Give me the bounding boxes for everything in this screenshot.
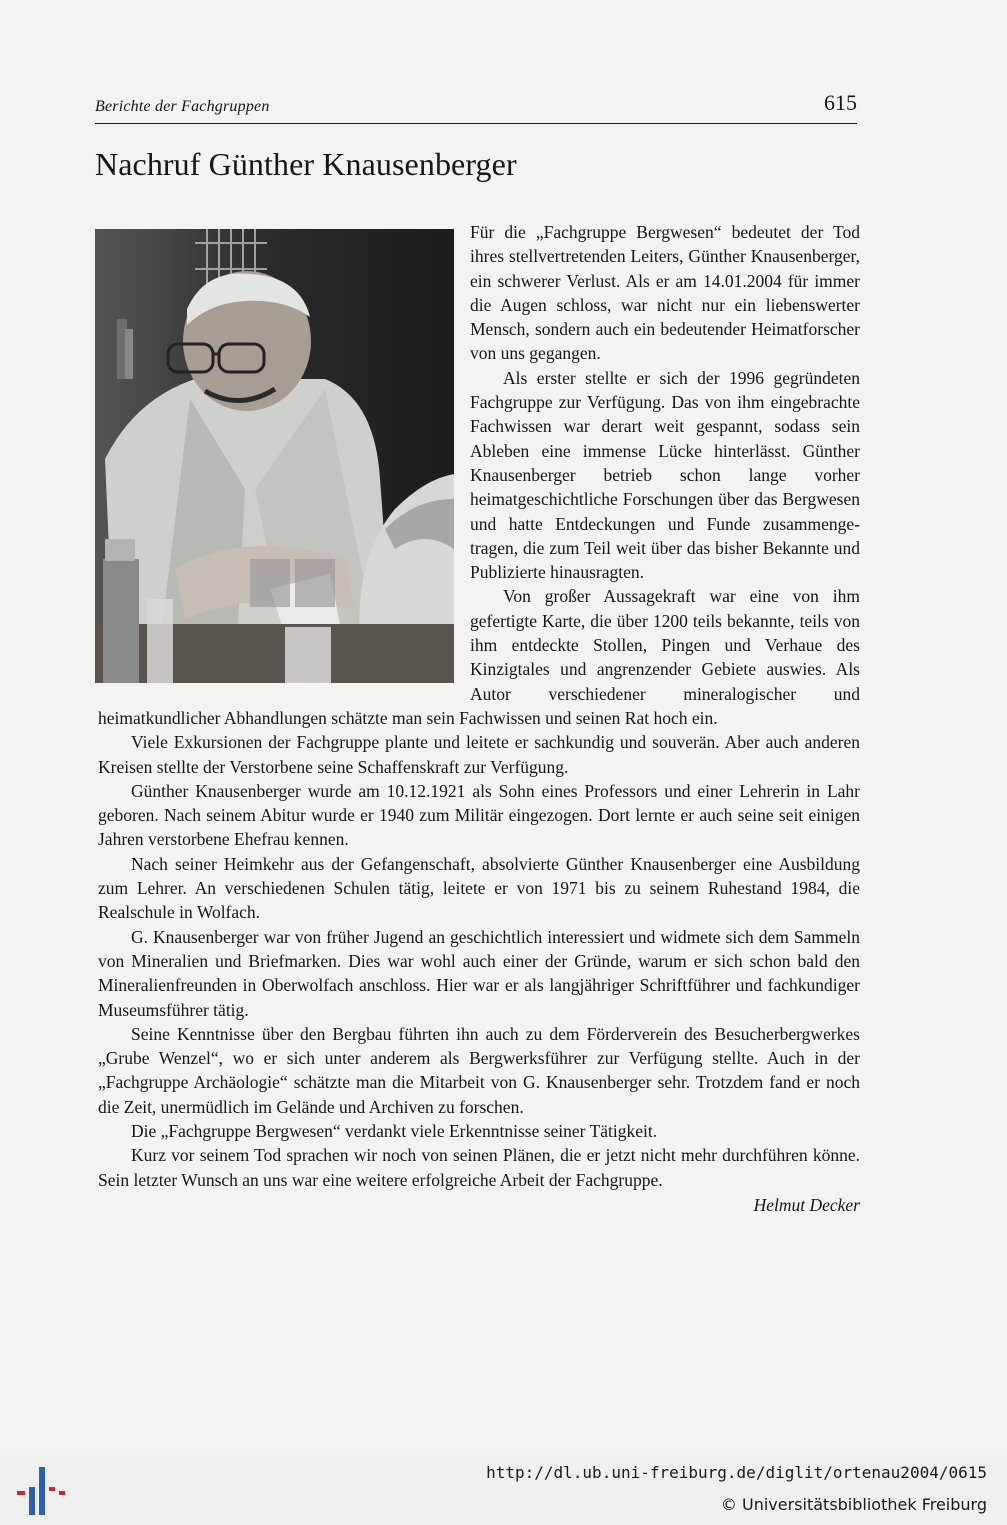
photo-spacer bbox=[98, 220, 470, 688]
running-title: Berichte der Fachgruppen bbox=[95, 98, 270, 115]
paragraph-1: Für die „Fachgruppe Bergwesen“ bedeutet der Tod ihres stellvertretenden Leiters, Günther Knausenberger, ein schwerer Verlust. Als er am 14.01.2004 für immer die Augen schloss, war nicht nur ein liebenswerter Mensch, sondern auch ein bedeutender Heimatforscher von uns gegangen. bbox=[470, 222, 860, 364]
paragraph-8: Seine Kenntnisse über den Bergbau führten ihn auch zu dem Förderverein des Besucherbergwerkes „Grube Wenzel“, wo er sich unter anderem als Bergwerksführer zur Verfügung stellte. Auch in der „Fachgruppe Archäologie“ schätzte man die Mitarbeit von G. Knausenberger sehr. Trotzdem fand er noch die Zeit, unermüdlich im Gelände und Archiven zu forschen. bbox=[98, 1023, 860, 1117]
viewer-footer bbox=[0, 1453, 1007, 1525]
library-logo-icon bbox=[14, 1465, 66, 1517]
paragraph-5: Günther Knausenberger wurde am 10.12.1921 als Sohn eines Professors und einer Lehrerin in Lahr geboren. Nach seinem Abitur wurde er 1940 zum Militär eingezogen. Dort lernte er auch seine seit einigen Jahren verstorbene Ehefrau kennen. bbox=[98, 780, 860, 850]
running-header bbox=[95, 90, 857, 124]
paragraph-2: Als erster stellte er sich der 1996 gegründeten Fachgruppe zur Verfügung. Das von ihm eingebrachte Fachwissen war derart weit gespannt, sodass sein Ableben eine immense Lücke hinterlässt. Günther Knausenberger betrieb schon lange vorher heimatgeschichtliche Forschungen über das Bergwesen und hatte Entdeckungen und Funde zusammengetragen, die zum Teil weit über das bisher Bekannte und Publizierte hinausragten. bbox=[470, 367, 860, 583]
permalink-url[interactable]: http://dl.ub.uni-freiburg.de/diglit/ortenau2004/0615 bbox=[486, 1463, 987, 1482]
page-number: 615 bbox=[824, 90, 857, 115]
article-body bbox=[98, 220, 860, 1217]
article-title: Nachruf Günther Knausenberger bbox=[95, 146, 517, 182]
paragraph-7: G. Knausenberger war von früher Jugend an geschichtlich interessiert und widmete sich dem Sammeln von Mineralien und Briefmarken. Dies war wohl auch einer der Gründe, warum er sich schon bald den Mineralienfreunden in Oberwolfach anschloss. Hier war er als langjähriger Schriftführer und fachkundiger Museumsführer tätig. bbox=[98, 926, 860, 1020]
paragraph-10: Kurz vor seinem Tod sprachen wir noch von seinen Plänen, die er jetzt nicht mehr durchführen könne. Sein letzter Wunsch an uns war eine weitere erfolgreiche Arbeit der Fachgruppe. bbox=[98, 1145, 860, 1190]
paragraph-4: Viele Exkursionen der Fachgruppe plante und leitete er sachkundig und souverän. Aber auch anderen Kreisen stellte der Verstorbene seine Schaffenskraft zur Verfügung. bbox=[98, 732, 860, 777]
paragraph-6: Nach seiner Heimkehr aus der Gefangenschaft, absolvierte Günther Knausenberger eine Ausbildung zum Lehrer. An verschiedenen Schulen tätig, leitete er von 1971 bis zu seinem Ruhestand 1984, die Realschule in Wolfach. bbox=[98, 853, 860, 923]
author-signature: Helmut Decker bbox=[753, 1194, 860, 1215]
paragraph-3: Von großer Aussagekraft war eine von ihm gefertigte Karte, die über 1200 teils bekannte, teils von ihm entdeckte Stollen, Pingen und Verhaue des Kinzigtales und angrenzender Gebiete auswies. Als Autor verschiedener mineralogischer und heimatkundlicher Abhandlungen schätzte man sein Fachwissen und seinen Rat hoch ein. bbox=[98, 586, 860, 728]
copyright-notice: © Universitätsbibliothek Freiburg bbox=[720, 1495, 987, 1514]
paragraph-9: Die „Fachgruppe Bergwesen“ verdankt viele Erkenntnisse seiner Tätigkeit. bbox=[131, 1120, 658, 1141]
